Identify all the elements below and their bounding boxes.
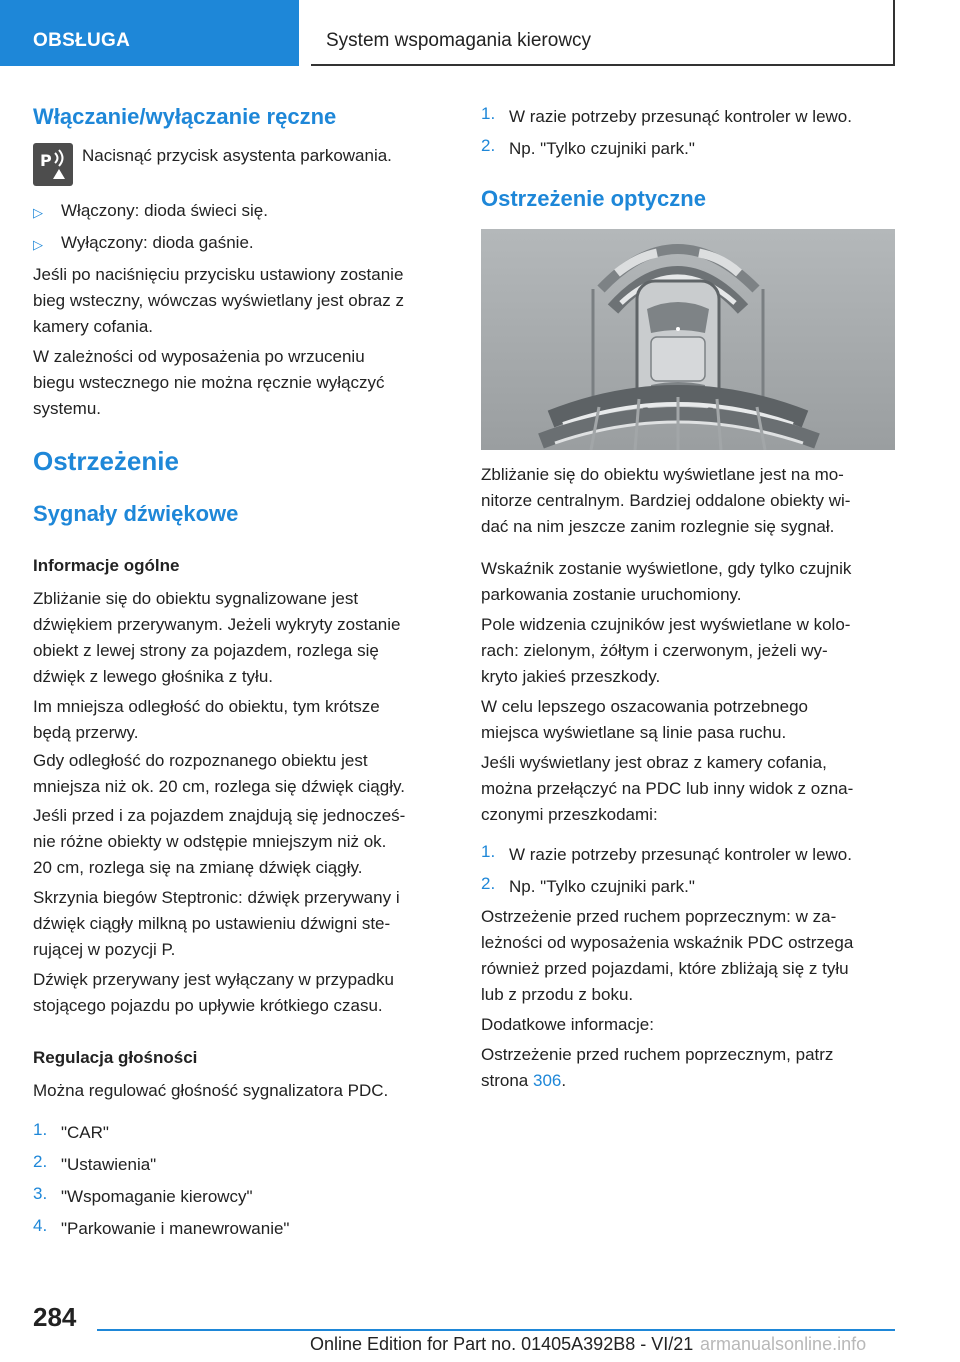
bullet-item: Włączony: dioda świeci się. — [61, 201, 268, 220]
pdc-button-icon — [33, 143, 73, 186]
paragraph-line: Ostrzeżenie przed ruchem poprzecznym, patrz — [481, 1045, 834, 1064]
paragraph-line: dźwięk z lewego głośnika z tyłu. — [33, 667, 274, 686]
paragraph-line: dźwięk ciągły milkną po ustawieniu dźwigni ste- — [33, 914, 391, 933]
button-instruction: Nacisnąć przycisk asystenta parkowania. — [82, 146, 392, 165]
pdc-display-illustration — [481, 229, 895, 450]
subheading-general: Informacje ogólne — [33, 556, 180, 575]
step-text: "Ustawienia" — [61, 1155, 157, 1174]
footer-divider — [97, 1329, 895, 1331]
paragraph-line: 20 cm, rozlega się na zmianę dźwięk ciągły. — [33, 858, 363, 877]
triangle-bullet-icon: ▷ — [33, 205, 43, 220]
paragraph-line: rującej w pozycji P. — [33, 940, 176, 959]
paragraph-line: miejsca wyświetlane są linie pasa ruchu. — [481, 723, 787, 742]
step-number: 1. — [481, 842, 496, 861]
step-number: 2. — [33, 1152, 48, 1171]
heading-optical-warning: Ostrzeżenie optyczne — [481, 186, 706, 211]
paragraph-line: W zależności od wyposażenia po wrzuceniu — [33, 347, 365, 366]
paragraph-line: kamery cofania. — [33, 317, 153, 336]
paragraph-line: kryto jakieś przeszkody. — [481, 667, 661, 686]
paragraph-line: Zbliżanie się do obiektu wyświetlane jest na mo- — [481, 465, 844, 484]
heading-sound-signals: Sygnały dźwiękowe — [33, 501, 239, 526]
watermark: armanualsonline.info — [700, 1334, 867, 1354]
paragraph-line: Jeśli po naciśnięciu przycisku ustawiony zostanie — [33, 265, 404, 284]
svg-text:P: P — [40, 151, 52, 170]
heading-manual-toggle: Włączanie/wyłączanie ręczne — [33, 104, 337, 129]
step-text: "Wspomaganie kierowcy" — [61, 1187, 253, 1206]
paragraph-line: nitorze centralnym. Bardziej oddalone obiekty wi- — [481, 491, 851, 510]
heading-warning: Ostrzeżenie — [33, 446, 179, 476]
paragraph-line — [481, 1068, 566, 1094]
paragraph-line: lub z przodu z boku. — [481, 985, 634, 1004]
paragraph-line: mniejsza niż ok. 20 cm, rozlega się dźwięk ciągły. — [33, 777, 405, 796]
paragraph-line: będą przerwy. — [33, 723, 139, 742]
chapter-title: System wspomagania kierowcy — [326, 30, 592, 51]
chapter-header — [311, 0, 895, 66]
section-title: OBSŁUGA — [33, 30, 131, 51]
paragraph-line: systemu. — [33, 399, 102, 418]
paragraph-line: bieg wsteczny, wówczas wyświetlany jest obraz z — [33, 291, 404, 310]
page-ref-prefix: strona — [481, 1071, 533, 1090]
paragraph-line: biegu wstecznego nie można ręcznie wyłączyć — [33, 373, 385, 392]
step-number: 4. — [33, 1216, 48, 1235]
paragraph-line: Im mniejsza odległość do obiektu, tym krótsze — [33, 697, 380, 716]
paragraph-line: również przed pojazdami, które zbliżają się z tyłu — [481, 959, 849, 978]
paragraph-line: rach: zielonym, żółtym i czerwonym, jeżeli wy- — [481, 641, 828, 660]
paragraph-line: można przełączyć na PDC lub inny widok z ozna- — [481, 779, 854, 798]
paragraph-line: czonymi przeszkodami: — [481, 805, 658, 824]
paragraph-line: parkowania zostanie uruchomiony. — [481, 585, 742, 604]
step-text: "Parkowanie i manewrowanie" — [61, 1219, 290, 1238]
paragraph-line: W celu lepszego oszacowania potrzebnego — [481, 697, 808, 716]
step-number: 3. — [33, 1184, 48, 1203]
paragraph-line: Można regulować głośność sygnalizatora PDC. — [33, 1081, 389, 1100]
page-ref-link[interactable]: 306 — [532, 1071, 562, 1090]
step-number: 2. — [481, 136, 496, 155]
paragraph-line: Dodatkowe informacje: — [481, 1015, 654, 1034]
step-number: 1. — [33, 1120, 48, 1139]
paragraph-line: Wskaźnik zostanie wyświetlone, gdy tylko czujnik — [481, 559, 852, 578]
paragraph-line: Dźwięk przerywany jest wyłączany w przypadku — [33, 970, 394, 989]
paragraph-line: Jeśli przed i za pojazdem znajdują się jednocześ- — [33, 806, 406, 825]
step-text: Np. "Tylko czujniki park." — [509, 877, 695, 896]
paragraph-line: dźwiękiem przerywanym. Jeżeli wykryty zostanie — [33, 615, 401, 634]
triangle-bullet-icon: ▷ — [33, 237, 43, 252]
page-number: 284 — [33, 1302, 77, 1332]
edition-info: Online Edition for Part no. 01405A392B8 - VI/21 — [310, 1334, 694, 1354]
paragraph-line: Jeśli wyświetlany jest obraz z kamery cofania, — [481, 753, 827, 772]
paragraph-line: stojącego pojazdu po upływie krótkiego czasu. — [33, 996, 383, 1015]
section-tab — [0, 0, 299, 66]
paragraph-line: obiekt z lewej strony za pojazdem, rozlega się — [33, 641, 379, 660]
paragraph-line: Pole widzenia czujników jest wyświetlane w kolo- — [481, 615, 851, 634]
paragraph-line: Ostrzeżenie przed ruchem poprzecznym: w za- — [481, 907, 837, 926]
paragraph-line: Zbliżanie się do obiektu sygnalizowane jest — [33, 589, 359, 608]
paragraph-line: dać na nim jeszcze zanim rozlegnie się sygnał. — [481, 517, 835, 536]
step-text: W razie potrzeby przesunąć kontroler w lewo. — [509, 845, 852, 864]
paragraph-line: Gdy odległość do rozpoznanego obiektu jest — [33, 751, 368, 770]
step-text: "CAR" — [61, 1123, 109, 1142]
page-ref-suffix: . — [561, 1071, 567, 1090]
step-text: W razie potrzeby przesunąć kontroler w lewo. — [509, 107, 852, 126]
step-text: Np. "Tylko czujniki park." — [509, 139, 695, 158]
paragraph-line: Skrzynia biegów Steptronic: dźwięk przerywany i — [33, 888, 400, 907]
bullet-item: Wyłączony: dioda gaśnie. — [61, 233, 254, 252]
subheading-volume: Regulacja głośności — [33, 1048, 198, 1067]
step-number: 2. — [481, 874, 496, 893]
paragraph-line: nie różne obiekty w odstępie mniejszym niż ok. — [33, 832, 387, 851]
step-number: 1. — [481, 104, 496, 123]
paragraph-line: leżności od wyposażenia wskaźnik PDC ostrzega — [481, 933, 854, 952]
